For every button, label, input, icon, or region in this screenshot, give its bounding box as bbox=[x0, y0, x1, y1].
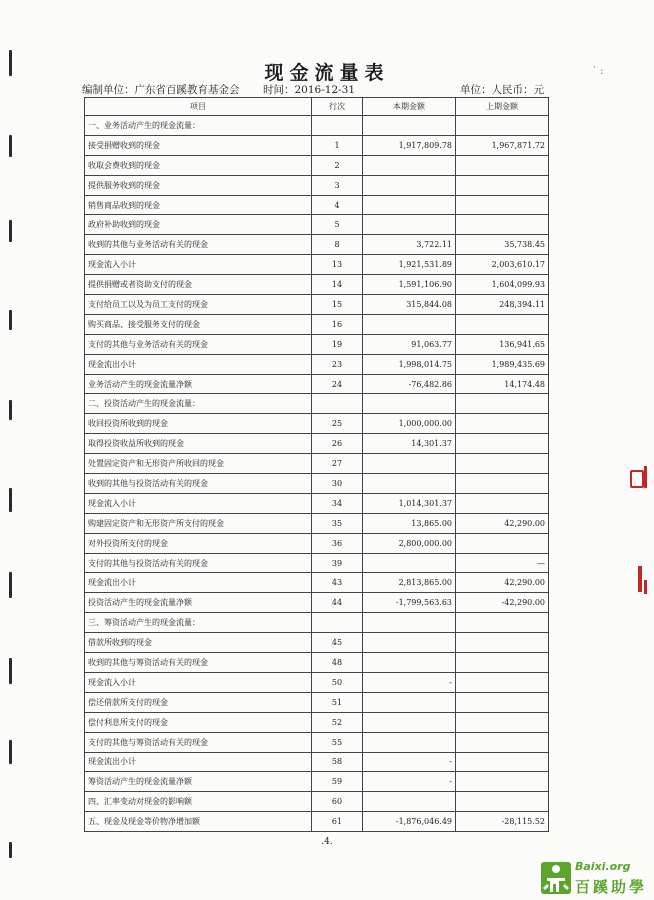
header-previous-amount: 上期金额 bbox=[456, 98, 549, 116]
row-line-no: 27 bbox=[312, 454, 363, 474]
table-row bbox=[85, 374, 549, 394]
row-item: 一、业务活动产生的现金流量： bbox=[85, 116, 312, 136]
row-previous-amount: 14,174.48 bbox=[456, 374, 549, 394]
row-previous-amount bbox=[456, 752, 549, 772]
row-item: 购买商品、接受服务支付的现金 bbox=[85, 314, 312, 334]
row-line-no: 24 bbox=[312, 374, 363, 394]
row-previous-amount: 136,941.65 bbox=[456, 334, 549, 354]
row-line-no: 45 bbox=[312, 633, 363, 653]
row-line-no: 5 bbox=[312, 215, 363, 235]
table-row bbox=[85, 414, 549, 434]
row-line-no: 30 bbox=[312, 474, 363, 494]
table-row bbox=[85, 653, 549, 673]
row-line-no: 8 bbox=[312, 235, 363, 255]
row-line-no bbox=[312, 394, 363, 414]
table-row bbox=[85, 275, 549, 295]
row-previous-amount bbox=[456, 772, 549, 792]
table-row bbox=[85, 613, 549, 633]
row-item: 提供捐赠或者资助支付的现金 bbox=[85, 275, 312, 295]
row-line-no: 23 bbox=[312, 354, 363, 374]
row-current-amount bbox=[363, 792, 456, 812]
row-current-amount: -76,482.86 bbox=[363, 374, 456, 394]
row-line-no: 34 bbox=[312, 493, 363, 513]
row-item: 投资活动产生的现金流量净额 bbox=[85, 593, 312, 613]
row-item: 现金流出小计 bbox=[85, 354, 312, 374]
row-line-no: 51 bbox=[312, 692, 363, 712]
table-row bbox=[85, 255, 549, 275]
header-item: 项目 bbox=[85, 98, 312, 116]
table-row bbox=[85, 474, 549, 494]
row-item: 支付给员工以及为员工支付的现金 bbox=[85, 295, 312, 315]
cash-flow-table bbox=[84, 97, 549, 832]
row-previous-amount bbox=[456, 195, 549, 215]
table-row bbox=[85, 513, 549, 533]
row-previous-amount bbox=[456, 633, 549, 653]
compiling-unit: 编制单位：广东省百蹊教育基金会 bbox=[82, 84, 240, 96]
row-previous-amount bbox=[456, 155, 549, 175]
row-line-no: 48 bbox=[312, 653, 363, 673]
row-previous-amount bbox=[456, 474, 549, 494]
row-current-amount bbox=[363, 732, 456, 752]
row-previous-amount: -28,115.52 bbox=[456, 812, 549, 832]
row-line-no: 14 bbox=[312, 275, 363, 295]
table-row bbox=[85, 752, 549, 772]
row-current-amount bbox=[363, 613, 456, 633]
binder-hole-mark bbox=[9, 740, 12, 764]
row-previous-amount: — bbox=[456, 553, 549, 573]
row-current-amount: 2,800,000.00 bbox=[363, 533, 456, 553]
row-current-amount bbox=[363, 314, 456, 334]
row-item: 偿付利息所支付的现金 bbox=[85, 712, 312, 732]
binder-hole-mark bbox=[9, 220, 12, 242]
row-current-amount: - bbox=[363, 672, 456, 692]
table-header-row bbox=[85, 98, 549, 116]
row-previous-amount bbox=[456, 712, 549, 732]
row-item: 偿还借款所支付的现金 bbox=[85, 692, 312, 712]
row-current-amount: 2,813,865.00 bbox=[363, 573, 456, 593]
table-row bbox=[85, 314, 549, 334]
table-row bbox=[85, 235, 549, 255]
row-line-no: 58 bbox=[312, 752, 363, 772]
table-row bbox=[85, 672, 549, 692]
row-line-no: 59 bbox=[312, 772, 363, 792]
row-current-amount bbox=[363, 116, 456, 136]
row-current-amount: 1,921,531.89 bbox=[363, 255, 456, 275]
table-row bbox=[85, 175, 549, 195]
table-body bbox=[85, 116, 549, 832]
row-line-no: 16 bbox=[312, 314, 363, 334]
row-previous-amount: 248,394.11 bbox=[456, 295, 549, 315]
table-row bbox=[85, 195, 549, 215]
row-line-no: 35 bbox=[312, 513, 363, 533]
row-line-no: 50 bbox=[312, 672, 363, 692]
row-previous-amount bbox=[456, 732, 549, 752]
table-row bbox=[85, 533, 549, 553]
table-row bbox=[85, 155, 549, 175]
baixi-watermark bbox=[541, 858, 653, 898]
row-previous-amount bbox=[456, 692, 549, 712]
red-stamp-fragment bbox=[638, 566, 642, 592]
table-row bbox=[85, 812, 549, 832]
row-line-no: 36 bbox=[312, 533, 363, 553]
row-current-amount bbox=[363, 692, 456, 712]
row-item: 接受捐赠收到的现金 bbox=[85, 135, 312, 155]
row-item: 业务活动产生的现金流量净额 bbox=[85, 374, 312, 394]
table-row bbox=[85, 593, 549, 613]
row-current-amount bbox=[363, 215, 456, 235]
row-line-no: 60 bbox=[312, 792, 363, 812]
row-previous-amount bbox=[456, 175, 549, 195]
row-item: 收回投资所收到的现金 bbox=[85, 414, 312, 434]
row-item: 收取会费收到的现金 bbox=[85, 155, 312, 175]
table-row bbox=[85, 732, 549, 752]
row-previous-amount: 2,003,610.17 bbox=[456, 255, 549, 275]
row-line-no: 3 bbox=[312, 175, 363, 195]
row-current-amount: 1,998,014.75 bbox=[363, 354, 456, 374]
row-item: 借款所收到的现金 bbox=[85, 633, 312, 653]
binder-hole-mark bbox=[9, 572, 12, 598]
row-previous-amount bbox=[456, 414, 549, 434]
row-item: 购建固定资产和无形资产所支付的现金 bbox=[85, 513, 312, 533]
row-line-no: 61 bbox=[312, 812, 363, 832]
row-previous-amount: 42,290.00 bbox=[456, 513, 549, 533]
table-row bbox=[85, 692, 549, 712]
row-current-amount bbox=[363, 195, 456, 215]
table-row bbox=[85, 454, 549, 474]
row-previous-amount bbox=[456, 215, 549, 235]
row-item: 对外投资所支付的现金 bbox=[85, 533, 312, 553]
row-previous-amount bbox=[456, 613, 549, 633]
row-current-amount: -1,799,563.63 bbox=[363, 593, 456, 613]
row-item: 现金流出小计 bbox=[85, 752, 312, 772]
row-current-amount: 3,722.11 bbox=[363, 235, 456, 255]
row-line-no: 13 bbox=[312, 255, 363, 275]
row-line-no: 2 bbox=[312, 155, 363, 175]
scan-speck: ˙ : bbox=[592, 66, 604, 77]
report-date: 时间：2016-12-31 bbox=[263, 84, 356, 96]
binder-hole-mark bbox=[9, 135, 12, 157]
binder-hole-mark bbox=[9, 310, 12, 330]
row-item: 支付的其他与筹资活动有关的现金 bbox=[85, 732, 312, 752]
table-row bbox=[85, 493, 549, 513]
currency-unit: 单位：人民币：元 bbox=[460, 84, 544, 96]
document-title: 现金流量表 bbox=[264, 62, 390, 84]
table-row bbox=[85, 772, 549, 792]
row-line-no: 55 bbox=[312, 732, 363, 752]
row-current-amount: 1,000,000.00 bbox=[363, 414, 456, 434]
row-item: 处置固定资产和无形资产所收回的现金 bbox=[85, 454, 312, 474]
table-row bbox=[85, 295, 549, 315]
row-current-amount: 1,014,301.37 bbox=[363, 493, 456, 513]
row-item: 支付的其他与投资活动有关的现金 bbox=[85, 553, 312, 573]
red-stamp-fragment bbox=[630, 470, 644, 488]
row-line-no: 52 bbox=[312, 712, 363, 732]
watermark-site: Baixi.org bbox=[575, 860, 631, 873]
row-item: 现金流出小计 bbox=[85, 573, 312, 593]
binder-hole-mark bbox=[9, 658, 12, 684]
row-previous-amount: 1,604,099.93 bbox=[456, 275, 549, 295]
row-previous-amount bbox=[456, 672, 549, 692]
row-line-no: 1 bbox=[312, 135, 363, 155]
row-previous-amount: 35,738.45 bbox=[456, 235, 549, 255]
row-item: 二、投资活动产生的现金流量： bbox=[85, 394, 312, 414]
header-line-no: 行次 bbox=[312, 98, 363, 116]
row-previous-amount bbox=[456, 533, 549, 553]
table-row bbox=[85, 116, 549, 136]
row-current-amount bbox=[363, 653, 456, 673]
row-current-amount: 13,865.00 bbox=[363, 513, 456, 533]
row-current-amount bbox=[363, 155, 456, 175]
row-current-amount bbox=[363, 454, 456, 474]
row-previous-amount bbox=[456, 653, 549, 673]
table-row bbox=[85, 553, 549, 573]
row-previous-amount bbox=[456, 394, 549, 414]
row-current-amount bbox=[363, 633, 456, 653]
row-item: 三、筹资活动产生的现金流量： bbox=[85, 613, 312, 633]
row-previous-amount: 42,290.00 bbox=[456, 573, 549, 593]
row-line-no: 39 bbox=[312, 553, 363, 573]
table-row bbox=[85, 135, 549, 155]
table-row bbox=[85, 434, 549, 454]
watermark-name: 百蹊助學 bbox=[575, 878, 648, 896]
row-line-no: 4 bbox=[312, 195, 363, 215]
row-current-amount: 14,301.37 bbox=[363, 434, 456, 454]
row-line-no: 26 bbox=[312, 434, 363, 454]
binder-hole-mark bbox=[9, 488, 12, 512]
row-current-amount: -1,876,046.49 bbox=[363, 812, 456, 832]
table-row bbox=[85, 573, 549, 593]
row-current-amount bbox=[363, 474, 456, 494]
row-item: 四、汇率变动对现金的影响额 bbox=[85, 792, 312, 812]
table-row bbox=[85, 354, 549, 374]
row-current-amount: 315,844.08 bbox=[363, 295, 456, 315]
row-item: 支付的其他与业务活动有关的现金 bbox=[85, 334, 312, 354]
page-number: .4. bbox=[321, 837, 333, 847]
row-line-no: 25 bbox=[312, 414, 363, 434]
row-line-no bbox=[312, 116, 363, 136]
red-stamp-fragment bbox=[644, 580, 647, 594]
table-row bbox=[85, 792, 549, 812]
row-current-amount: 91,063.77 bbox=[363, 334, 456, 354]
row-previous-amount bbox=[456, 116, 549, 136]
row-item: 政府补助收到的现金 bbox=[85, 215, 312, 235]
row-item: 现金流入小计 bbox=[85, 255, 312, 275]
row-line-no: 15 bbox=[312, 295, 363, 315]
row-line-no bbox=[312, 613, 363, 633]
row-line-no: 19 bbox=[312, 334, 363, 354]
binder-hole-mark bbox=[9, 400, 12, 420]
row-previous-amount bbox=[456, 314, 549, 334]
row-current-amount bbox=[363, 553, 456, 573]
row-item: 收到的其他与筹资活动有关的现金 bbox=[85, 653, 312, 673]
row-current-amount: 1,591,106.90 bbox=[363, 275, 456, 295]
row-previous-amount: -42,290.00 bbox=[456, 593, 549, 613]
row-previous-amount: 1,967,871.72 bbox=[456, 135, 549, 155]
row-item: 筹资活动产生的现金流量净额 bbox=[85, 772, 312, 792]
row-current-amount: - bbox=[363, 752, 456, 772]
table-row bbox=[85, 394, 549, 414]
row-previous-amount bbox=[456, 454, 549, 474]
header-current-amount: 本期金额 bbox=[363, 98, 456, 116]
row-line-no: 43 bbox=[312, 573, 363, 593]
row-current-amount bbox=[363, 175, 456, 195]
row-item: 现金流入小计 bbox=[85, 672, 312, 692]
row-item: 收到的其他与业务活动有关的现金 bbox=[85, 235, 312, 255]
row-current-amount bbox=[363, 394, 456, 414]
row-line-no: 44 bbox=[312, 593, 363, 613]
table-row bbox=[85, 215, 549, 235]
row-previous-amount bbox=[456, 493, 549, 513]
row-current-amount: - bbox=[363, 772, 456, 792]
baixi-logo-icon bbox=[541, 862, 571, 894]
row-item: 取得投资收益所收到的现金 bbox=[85, 434, 312, 454]
row-previous-amount bbox=[456, 792, 549, 812]
row-previous-amount bbox=[456, 434, 549, 454]
row-item: 收到的其他与投资活动有关的现金 bbox=[85, 474, 312, 494]
row-previous-amount: 1,989,435.69 bbox=[456, 354, 549, 374]
row-current-amount: 1,917,809.78 bbox=[363, 135, 456, 155]
row-item: 现金流入小计 bbox=[85, 493, 312, 513]
row-current-amount bbox=[363, 712, 456, 732]
table-row bbox=[85, 712, 549, 732]
table-row bbox=[85, 633, 549, 653]
row-item: 五、现金及现金等价物净增加额 bbox=[85, 812, 312, 832]
red-stamp-fragment bbox=[644, 466, 647, 488]
table-row bbox=[85, 334, 549, 354]
row-item: 销售商品收到的现金 bbox=[85, 195, 312, 215]
row-item: 提供服务收到的现金 bbox=[85, 175, 312, 195]
